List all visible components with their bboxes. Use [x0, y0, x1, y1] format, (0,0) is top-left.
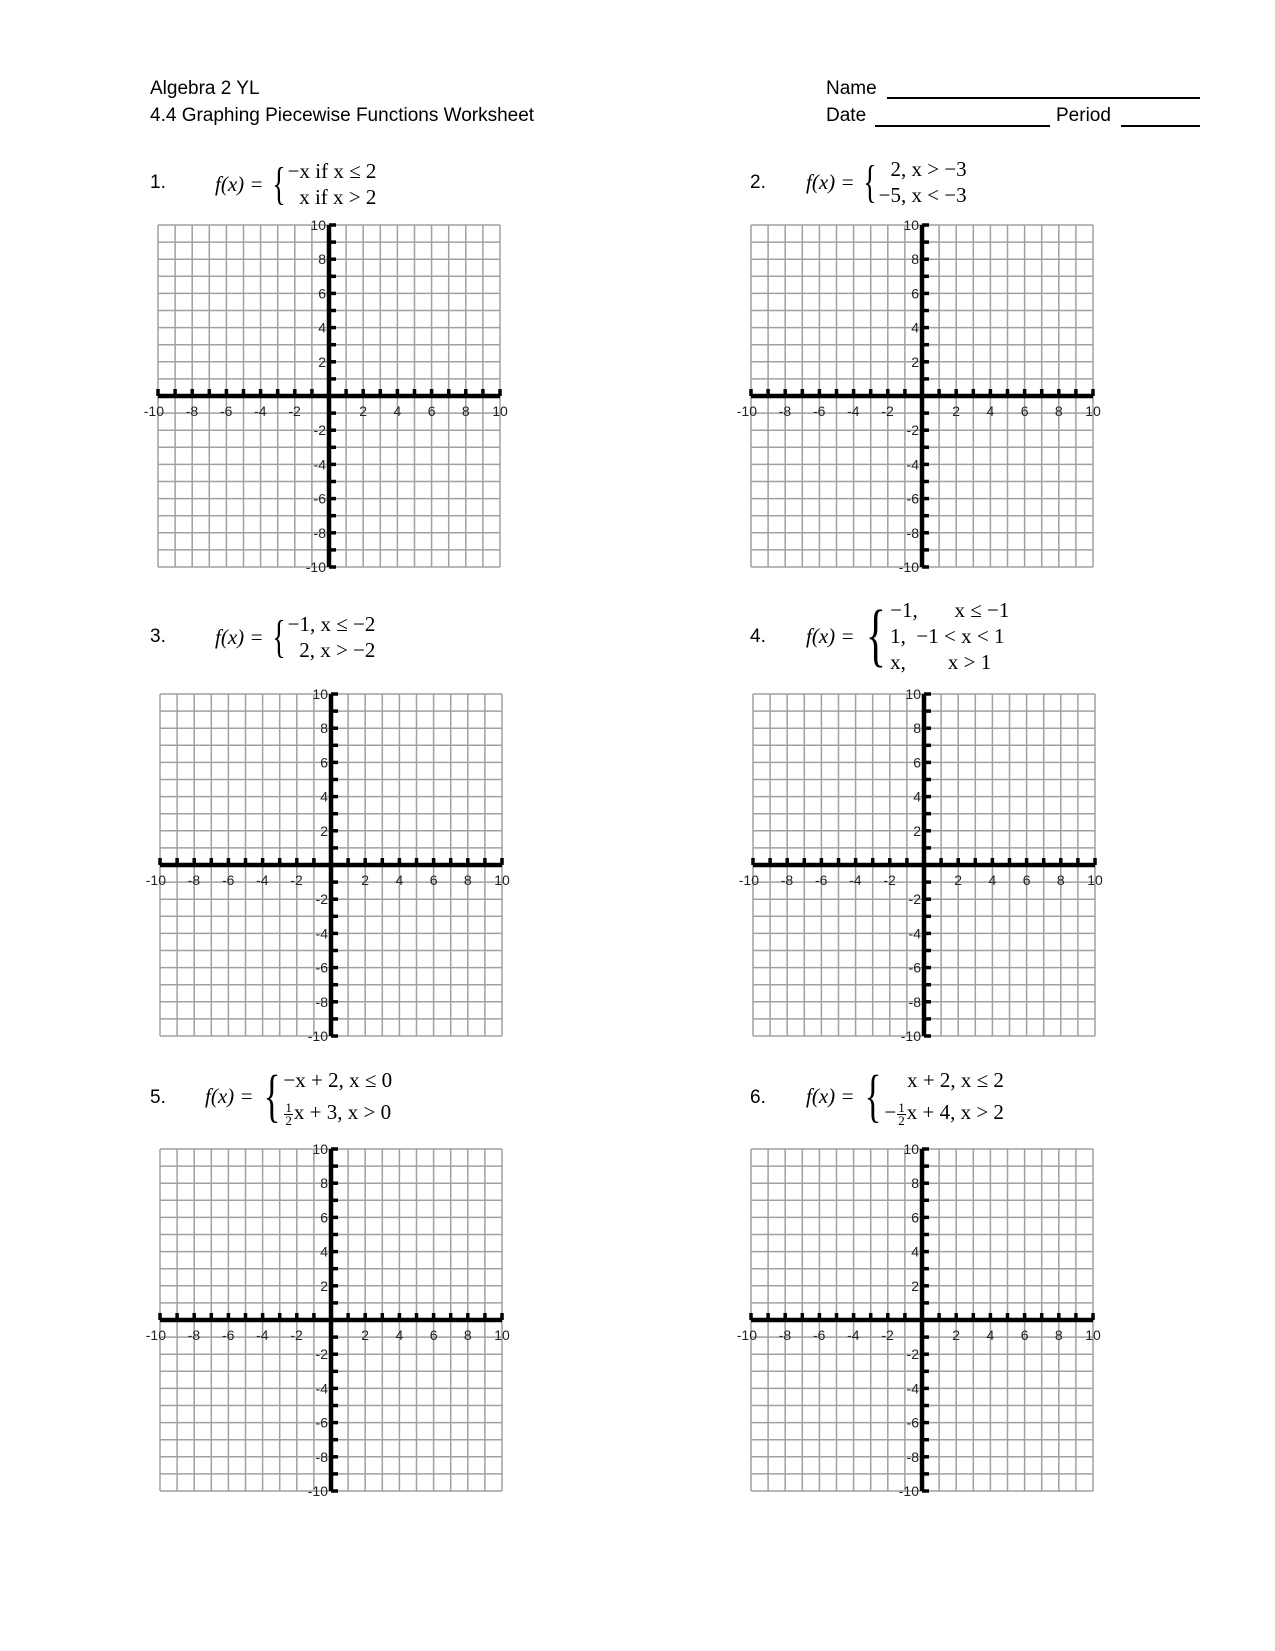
x-tick-label: -2 — [881, 1327, 894, 1343]
y-tick-label: 2 — [320, 822, 328, 839]
case-1: −x + 2, x ≤ 0 — [283, 1068, 393, 1092]
case-1: x + 2, x ≤ 2 — [907, 1068, 1004, 1092]
fraction-half — [897, 1099, 906, 1128]
y-tick-label: -8 — [313, 524, 326, 541]
course-name: Algebra 2 YL — [150, 78, 260, 99]
x-tick-label: 4 — [986, 1327, 995, 1343]
y-tick-label: -2 — [906, 422, 919, 439]
y-tick-label: 2 — [913, 822, 921, 839]
y-tick-label: -8 — [315, 1448, 328, 1465]
case-2: 1, −1 < x < 1 — [890, 624, 1005, 648]
coordinate-grid-1[interactable] — [143, 217, 508, 575]
y-tick-label: -4 — [906, 456, 919, 473]
grid-svg — [736, 217, 1101, 575]
x-tick-label: 10 — [494, 872, 510, 888]
x-tick-label: 4 — [393, 403, 402, 419]
y-tick-label: -10 — [307, 1483, 328, 1499]
name-field-line[interactable] — [887, 97, 1200, 99]
coordinate-grid-5[interactable] — [145, 1141, 510, 1499]
x-tick-label: 10 — [1085, 403, 1101, 419]
case-2: 2, x > −2 — [299, 638, 376, 662]
case-3: x, x > 1 — [890, 650, 992, 674]
y-tick-label: 8 — [318, 251, 326, 268]
x-tick-label: -2 — [288, 403, 301, 419]
y-tick-label: -10 — [307, 1028, 328, 1044]
x-tick-label: -8 — [185, 403, 199, 419]
y-tick-label: 8 — [913, 720, 921, 737]
y-tick-label: 2 — [320, 1277, 328, 1294]
x-tick-label: -8 — [778, 403, 792, 419]
y-tick-label: -4 — [315, 925, 328, 942]
y-tick-label: 4 — [911, 319, 919, 336]
x-tick-label: -10 — [145, 872, 166, 888]
problem-number-5: 5. — [150, 1087, 166, 1108]
grid-svg — [145, 686, 510, 1044]
date-field-line[interactable] — [875, 125, 1050, 127]
x-tick-label: -4 — [256, 1327, 269, 1343]
y-tick-label: 10 — [312, 686, 328, 702]
brace-icon: { — [865, 597, 886, 674]
function-lhs: f(x) = — [806, 169, 855, 194]
numerator: 1 — [285, 1099, 292, 1115]
case-1: −x if x ≤ 2 — [287, 159, 377, 183]
x-tick-label: -8 — [187, 872, 201, 888]
equation-1 — [215, 158, 376, 210]
y-tick-label: -4 — [906, 1380, 919, 1397]
x-tick-label: 2 — [361, 1327, 370, 1343]
y-tick-label: -2 — [315, 891, 328, 908]
x-tick-label: -6 — [812, 403, 826, 419]
y-tick-label: -10 — [900, 1028, 921, 1044]
x-tick-label: -4 — [849, 872, 862, 888]
x-tick-label: -6 — [221, 1327, 235, 1343]
brace-icon: { — [862, 156, 877, 207]
function-lhs: f(x) = — [806, 623, 855, 648]
x-tick-label: -10 — [736, 1327, 757, 1343]
x-tick-label: 8 — [461, 403, 470, 419]
y-tick-label: 6 — [913, 754, 921, 771]
x-tick-label: -8 — [187, 1327, 201, 1343]
x-tick-label: -6 — [814, 872, 828, 888]
x-tick-label: -6 — [219, 403, 233, 419]
y-tick-label: 8 — [320, 1175, 328, 1192]
x-tick-label: -6 — [812, 1327, 826, 1343]
y-tick-label: 10 — [312, 1141, 328, 1157]
y-tick-label: 6 — [911, 1209, 919, 1226]
y-tick-label: 2 — [911, 1277, 919, 1294]
x-tick-label: -10 — [738, 872, 759, 888]
brace-icon: { — [271, 611, 286, 662]
y-tick-label: -8 — [908, 993, 921, 1010]
x-tick-label: 6 — [429, 872, 438, 888]
equation-6 — [806, 1064, 1004, 1128]
numerator: 1 — [898, 1099, 905, 1115]
brace-icon: { — [271, 158, 286, 209]
problem-number-3: 3. — [150, 626, 166, 647]
y-tick-label: -2 — [313, 422, 326, 439]
period-field-line[interactable] — [1121, 125, 1200, 127]
y-tick-label: 10 — [905, 686, 921, 702]
y-tick-label: -6 — [906, 490, 919, 507]
denominator: 2 — [285, 1112, 292, 1128]
x-tick-label: -8 — [780, 872, 794, 888]
y-tick-label: -8 — [906, 524, 919, 541]
x-tick-label: 8 — [463, 872, 472, 888]
x-tick-label: 8 — [1056, 872, 1065, 888]
y-tick-label: 4 — [913, 788, 921, 805]
x-tick-label: -4 — [254, 403, 267, 419]
period-label: Period — [1056, 105, 1111, 126]
grid-svg — [736, 1141, 1101, 1499]
x-tick-label: -4 — [847, 1327, 860, 1343]
denominator: 2 — [898, 1112, 905, 1128]
case-1: 2, x > −3 — [890, 157, 967, 181]
equation-4 — [806, 597, 1009, 675]
x-tick-label: 8 — [463, 1327, 472, 1343]
equation-2 — [806, 156, 967, 208]
x-tick-label: -2 — [881, 403, 894, 419]
x-tick-label: 4 — [395, 872, 404, 888]
function-lhs: f(x) = — [215, 171, 264, 196]
case-2: −5, x < −3 — [878, 183, 967, 207]
y-tick-label: 4 — [320, 1243, 328, 1260]
y-tick-label: -6 — [906, 1414, 919, 1431]
grid-svg — [143, 217, 508, 575]
case-2 — [283, 1096, 392, 1128]
y-tick-label: -6 — [908, 959, 921, 976]
y-tick-label: -8 — [315, 993, 328, 1010]
x-tick-label: 2 — [361, 872, 370, 888]
x-tick-label: 10 — [1087, 872, 1103, 888]
y-tick-label: -6 — [313, 490, 326, 507]
x-tick-label: 2 — [952, 1327, 961, 1343]
x-tick-label: 10 — [492, 403, 508, 419]
coordinate-grid-6[interactable] — [736, 1141, 1101, 1499]
x-tick-label: 10 — [1085, 1327, 1101, 1343]
problem-number-2: 2. — [750, 172, 766, 193]
date-label: Date — [826, 105, 867, 126]
x-tick-label: 4 — [988, 872, 997, 888]
case-2-text: x + 4, x > 2 — [906, 1100, 1004, 1124]
x-tick-label: 6 — [1020, 403, 1029, 419]
equation-3 — [215, 611, 375, 663]
x-tick-label: 6 — [1022, 872, 1031, 888]
y-tick-label: -6 — [315, 1414, 328, 1431]
x-tick-label: 6 — [429, 1327, 438, 1343]
problem-number-4: 4. — [750, 626, 766, 647]
y-tick-label: -8 — [906, 1448, 919, 1465]
function-lhs: f(x) = — [215, 624, 264, 649]
x-tick-label: -6 — [221, 872, 235, 888]
y-tick-label: -2 — [906, 1346, 919, 1363]
coordinate-grid-3[interactable] — [145, 686, 510, 1044]
y-tick-label: 8 — [911, 251, 919, 268]
y-tick-label: -2 — [315, 1346, 328, 1363]
x-tick-label: -10 — [736, 403, 757, 419]
y-tick-label: -4 — [313, 456, 326, 473]
y-tick-label: -6 — [315, 959, 328, 976]
x-tick-label: 8 — [1054, 1327, 1063, 1343]
x-tick-label: 2 — [954, 872, 963, 888]
case-2 — [884, 1096, 1004, 1128]
case-1: −1, x ≤ −2 — [287, 612, 376, 636]
x-tick-label: 4 — [986, 403, 995, 419]
case-2: x if x > 2 — [299, 185, 377, 209]
brace-icon: { — [864, 1063, 881, 1128]
coordinate-grid-4[interactable] — [738, 686, 1103, 1044]
x-tick-label: 2 — [359, 403, 368, 419]
y-tick-label: 2 — [318, 353, 326, 370]
x-tick-label: -10 — [143, 403, 164, 419]
x-tick-label: 8 — [1054, 403, 1063, 419]
problem-number-1: 1. — [150, 172, 166, 193]
x-tick-label: 4 — [395, 1327, 404, 1343]
x-tick-label: -2 — [290, 1327, 303, 1343]
x-tick-label: 10 — [494, 1327, 510, 1343]
equation-5 — [205, 1064, 392, 1128]
y-tick-label: 6 — [320, 754, 328, 771]
y-tick-label: -2 — [908, 891, 921, 908]
y-tick-label: 4 — [318, 319, 326, 336]
case-1: −1, x ≤ −1 — [890, 598, 1010, 622]
function-lhs: f(x) = — [205, 1083, 254, 1108]
x-tick-label: 6 — [1020, 1327, 1029, 1343]
x-tick-label: -2 — [883, 872, 896, 888]
y-tick-label: -10 — [898, 559, 919, 575]
y-tick-label: 4 — [320, 788, 328, 805]
sign: − — [884, 1100, 897, 1124]
y-tick-label: -10 — [898, 1483, 919, 1499]
problem-number-6: 6. — [750, 1087, 766, 1108]
y-tick-label: 10 — [903, 1141, 919, 1157]
x-tick-label: -10 — [145, 1327, 166, 1343]
y-tick-label: -4 — [315, 1380, 328, 1397]
y-tick-label: 8 — [320, 720, 328, 737]
y-tick-label: 4 — [911, 1243, 919, 1260]
function-lhs: f(x) = — [806, 1083, 855, 1108]
coordinate-grid-2[interactable] — [736, 217, 1101, 575]
x-tick-label: 6 — [427, 403, 436, 419]
x-tick-label: -2 — [290, 872, 303, 888]
x-tick-label: -8 — [778, 1327, 792, 1343]
brace-icon: { — [263, 1063, 280, 1128]
y-tick-label: 8 — [911, 1175, 919, 1192]
fraction-half — [284, 1099, 293, 1128]
y-tick-label: -4 — [908, 925, 921, 942]
y-tick-label: -10 — [305, 559, 326, 575]
worksheet-title: 4.4 Graphing Piecewise Functions Worksheet — [150, 105, 535, 126]
y-tick-label: 6 — [320, 1209, 328, 1226]
y-tick-label: 10 — [310, 217, 326, 233]
x-tick-label: -4 — [847, 403, 860, 419]
y-tick-label: 10 — [903, 217, 919, 233]
grid-svg — [738, 686, 1103, 1044]
x-tick-label: 2 — [952, 403, 961, 419]
grid-svg — [145, 1141, 510, 1499]
x-tick-label: -4 — [256, 872, 269, 888]
case-2-text: x + 3, x > 0 — [293, 1100, 392, 1124]
name-label: Name — [826, 78, 877, 99]
y-tick-label: 6 — [911, 285, 919, 302]
y-tick-label: 6 — [318, 285, 326, 302]
y-tick-label: 2 — [911, 353, 919, 370]
